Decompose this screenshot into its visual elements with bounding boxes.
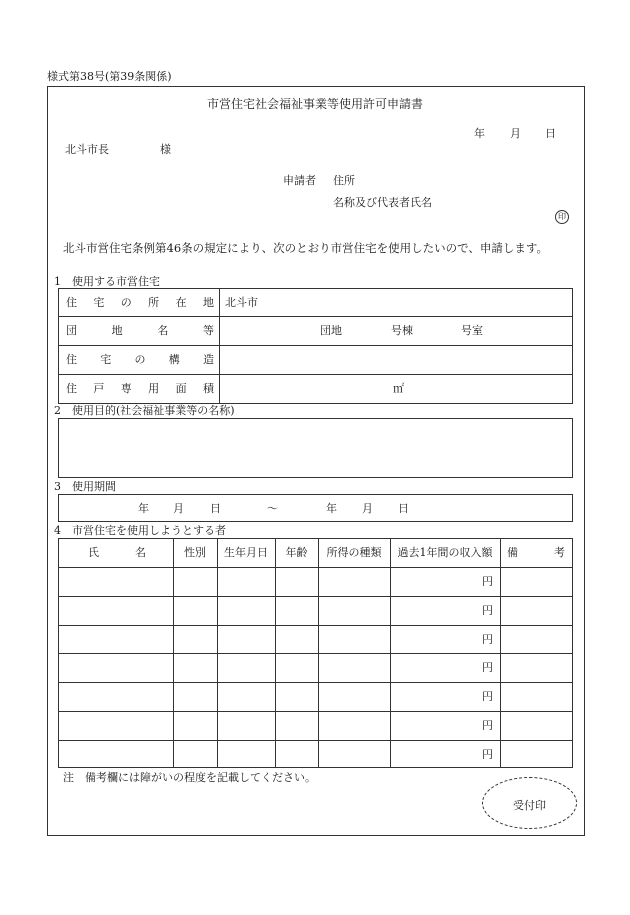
danchi-suffix: 団地 xyxy=(320,324,342,337)
period-end-year: 年 xyxy=(326,502,337,515)
income-yen-unit: 円 xyxy=(482,575,493,588)
col-header-age: 年齢 xyxy=(285,546,308,559)
goto-suffix: 号棟 xyxy=(391,324,413,337)
period-start-month: 月 xyxy=(173,502,184,515)
section1-divider xyxy=(58,345,573,346)
income-yen-unit: 円 xyxy=(482,690,493,703)
statement-text: 北斗市営住宅条例第46条の規定により、次のとおり市営住宅を使用したいので、申請します。 xyxy=(63,241,548,255)
applicant-name-label: 名称及び代表者氏名 xyxy=(333,196,432,209)
income-yen-unit: 円 xyxy=(482,604,493,617)
persons-row-divider xyxy=(58,596,573,597)
seal-mark: 印 xyxy=(555,210,569,224)
income-yen-unit: 円 xyxy=(482,661,493,674)
col-header-income-type: 所得の種類 xyxy=(326,546,382,559)
col-header-income-amount: 過去1年間の収入額 xyxy=(397,546,493,559)
section1-divider xyxy=(58,374,573,375)
col-header-remarks: 備 考 xyxy=(507,546,565,559)
footnote: 注 備考欄には障がいの程度を記載してください。 xyxy=(63,771,316,784)
area-unit: ㎡ xyxy=(393,382,404,395)
label-structure: 住 宅 の 構 造 xyxy=(66,353,214,366)
income-yen-unit: 円 xyxy=(482,719,493,732)
persons-row-divider xyxy=(58,711,573,712)
form-title: 市営住宅社会福祉事業等使用許可申請書 xyxy=(206,97,423,111)
income-yen-unit: 円 xyxy=(482,633,493,646)
section1-divider xyxy=(58,316,573,317)
col-header-gender: 性別 xyxy=(184,546,206,559)
section2-heading: 2 使用目的(社会福祉事業等の名称) xyxy=(54,404,235,417)
label-danchi: 団 地 名 等 xyxy=(66,324,214,337)
col-header-birthdate: 生年月日 xyxy=(224,546,268,559)
date-day: 日 xyxy=(545,127,556,140)
date-year: 年 xyxy=(474,127,485,140)
income-yen-unit: 円 xyxy=(482,748,493,761)
period-box[interactable] xyxy=(58,494,573,522)
section4-heading: 4 市営住宅を使用しようとする者 xyxy=(54,524,226,537)
section1-heading: 1 使用する市営住宅 xyxy=(54,275,160,288)
persons-row-divider xyxy=(58,653,573,654)
value-address: 北斗市 xyxy=(225,296,258,309)
persons-row-divider xyxy=(58,625,573,626)
reception-stamp-label: 受付印 xyxy=(513,799,546,812)
section1-col-divider xyxy=(219,288,220,404)
applicant-label: 申請者 xyxy=(283,174,316,187)
period-tilde: ～ xyxy=(267,502,278,515)
section3-heading: 3 使用期間 xyxy=(54,480,116,493)
addressee-honorific: 様 xyxy=(160,143,171,156)
period-end-month: 月 xyxy=(362,502,373,515)
period-start-year: 年 xyxy=(138,502,149,515)
purpose-box[interactable] xyxy=(58,418,573,478)
goshitsu-suffix: 号室 xyxy=(461,324,483,337)
persons-row-divider xyxy=(58,567,573,568)
form-number: 様式第38号(第39条関係) xyxy=(47,70,172,83)
reception-stamp xyxy=(482,777,577,829)
addressee-name: 北斗市長 xyxy=(65,143,109,156)
label-address: 住 宅 の 所 在 地 xyxy=(66,296,214,309)
date-month: 月 xyxy=(510,127,521,140)
persons-row-divider xyxy=(58,682,573,683)
persons-row-divider xyxy=(58,740,573,741)
col-header-name: 氏 名 xyxy=(88,546,146,559)
period-start-day: 日 xyxy=(210,502,221,515)
label-area: 住 戸 専 用 面 積 xyxy=(66,382,214,395)
period-end-day: 日 xyxy=(398,502,409,515)
applicant-address-label: 住所 xyxy=(333,174,355,187)
